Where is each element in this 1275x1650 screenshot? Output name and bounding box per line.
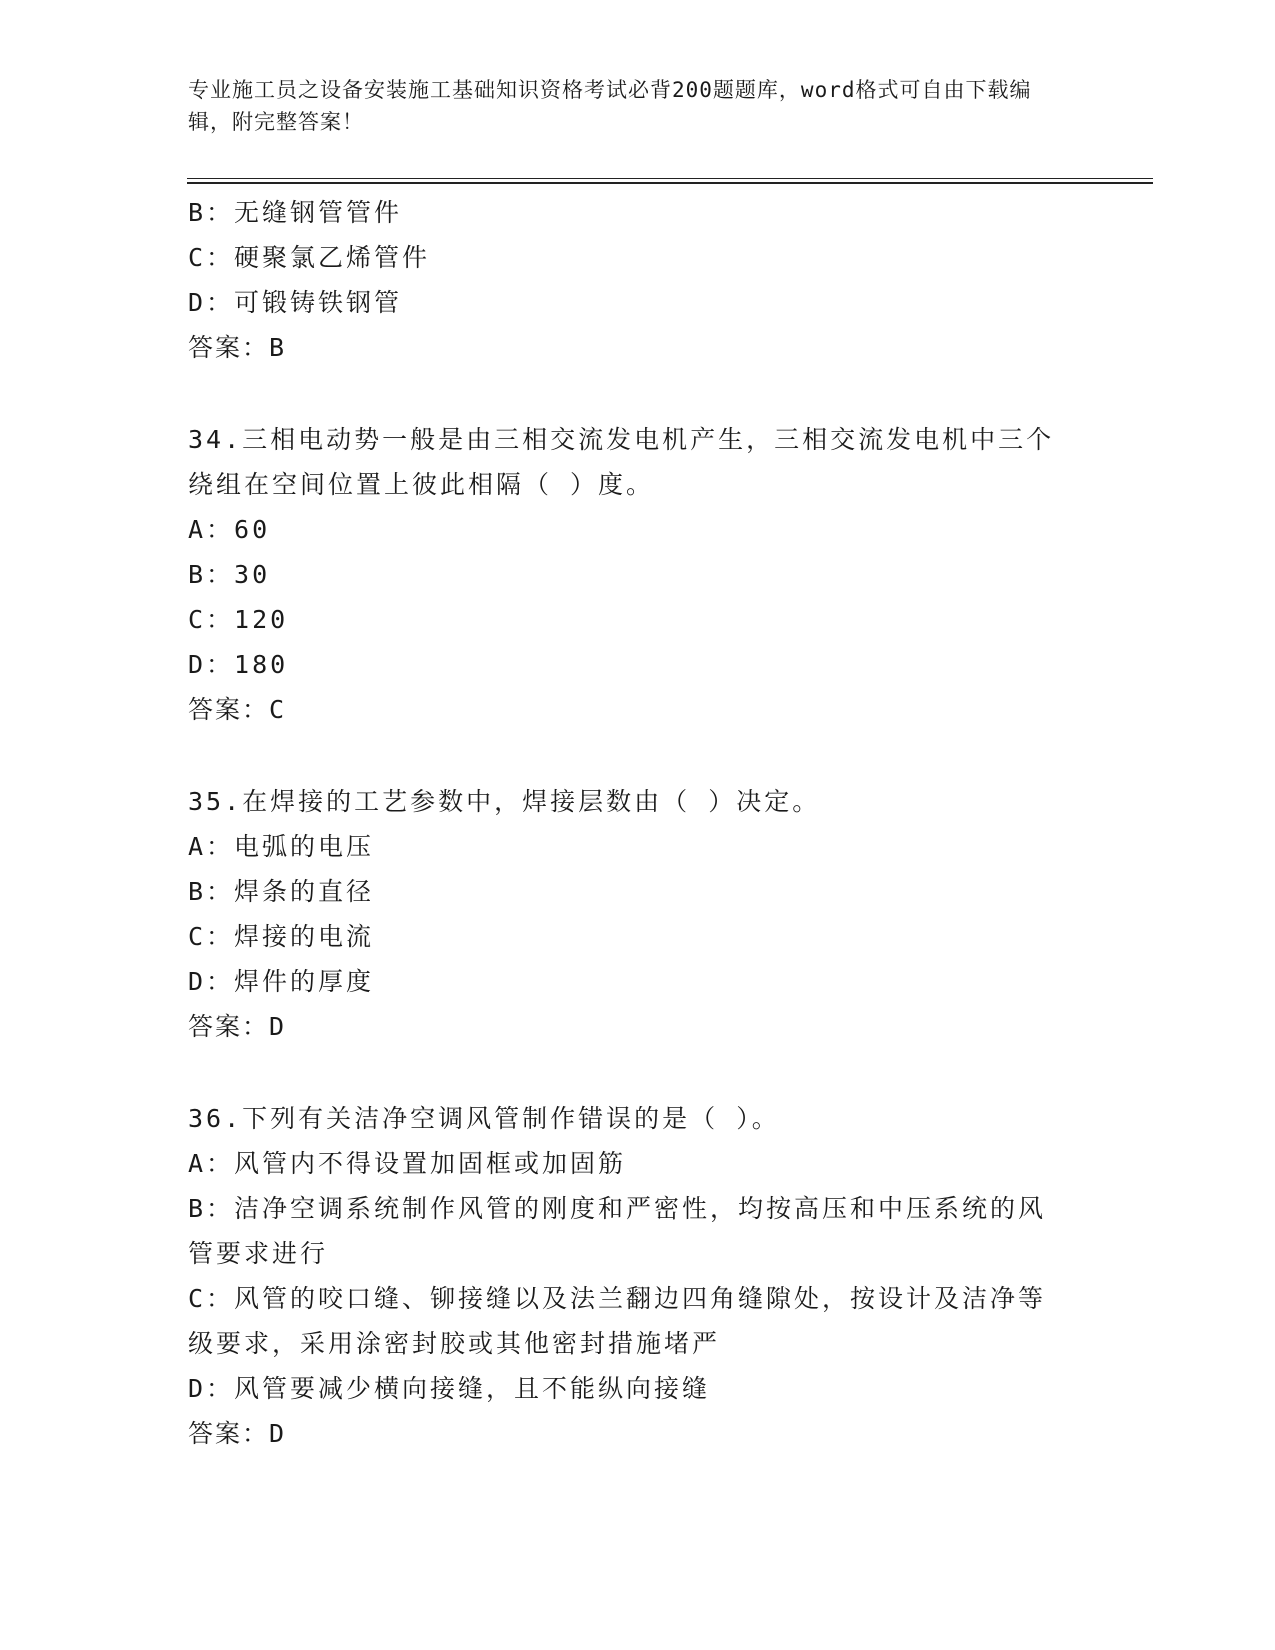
page-header (188, 74, 1068, 138)
question-list (188, 190, 1088, 1456)
option-c: C：风管的咬口缝、铆接缝以及法兰翻边四角缝隙处，按设计及洁净等 (188, 1284, 1047, 1313)
answer: 答案：B (188, 333, 287, 362)
option-b: B：30 (188, 560, 271, 589)
option-a: A：电弧的电压 (188, 832, 375, 861)
spacer (188, 370, 1088, 417)
header-rule-thick (187, 182, 1153, 184)
option-a: A：风管内不得设置加固框或加固筋 (188, 1149, 627, 1178)
question-34 (188, 417, 1088, 732)
question-stem: 36.下列有关洁净空调风管制作错误的是（ ）。 (188, 1104, 780, 1133)
spacer (188, 1049, 1088, 1096)
spacer (188, 732, 1088, 779)
option-b-continued: 管要求进行 (188, 1239, 329, 1268)
option-a: A：60 (188, 515, 271, 544)
question-36 (188, 1096, 1088, 1456)
option-c: C：120 (188, 605, 289, 634)
question-35 (188, 779, 1088, 1049)
question-stem-continued: 绕组在空间位置上彼此相隔（ ）度。 (188, 470, 655, 499)
option-b: B：焊条的直径 (188, 877, 375, 906)
option-c-continued: 级要求，采用涂密封胶或其他密封措施堵严 (188, 1329, 721, 1358)
header-rule-thin (187, 178, 1153, 179)
option-d: D：180 (188, 650, 289, 679)
option-b: B：无缝钢管管件 (188, 198, 403, 227)
option-c: C：焊接的电流 (188, 922, 375, 951)
header-title: 专业施工员之设备安装施工基础知识资格考试必背200题题库，word格式可自由下载编辑，附完整答案！ (188, 78, 1032, 134)
question-33-tail (188, 190, 1088, 370)
option-d: D：焊件的厚度 (188, 967, 375, 996)
answer: 答案：D (188, 1012, 287, 1041)
answer: 答案：D (188, 1419, 287, 1448)
option-b: B：洁净空调系统制作风管的刚度和严密性，均按高压和中压系统的风 (188, 1194, 1047, 1223)
question-stem: 34.三相电动势一般是由三相交流发电机产生，三相交流发电机中三个 (188, 425, 1055, 454)
option-c: C：硬聚氯乙烯管件 (188, 243, 431, 272)
question-stem: 35.在焊接的工艺参数中，焊接层数由（ ）决定。 (188, 787, 821, 816)
option-d: D：风管要减少横向接缝，且不能纵向接缝 (188, 1374, 711, 1403)
answer: 答案：C (188, 695, 287, 724)
option-d: D：可锻铸铁钢管 (188, 288, 403, 317)
